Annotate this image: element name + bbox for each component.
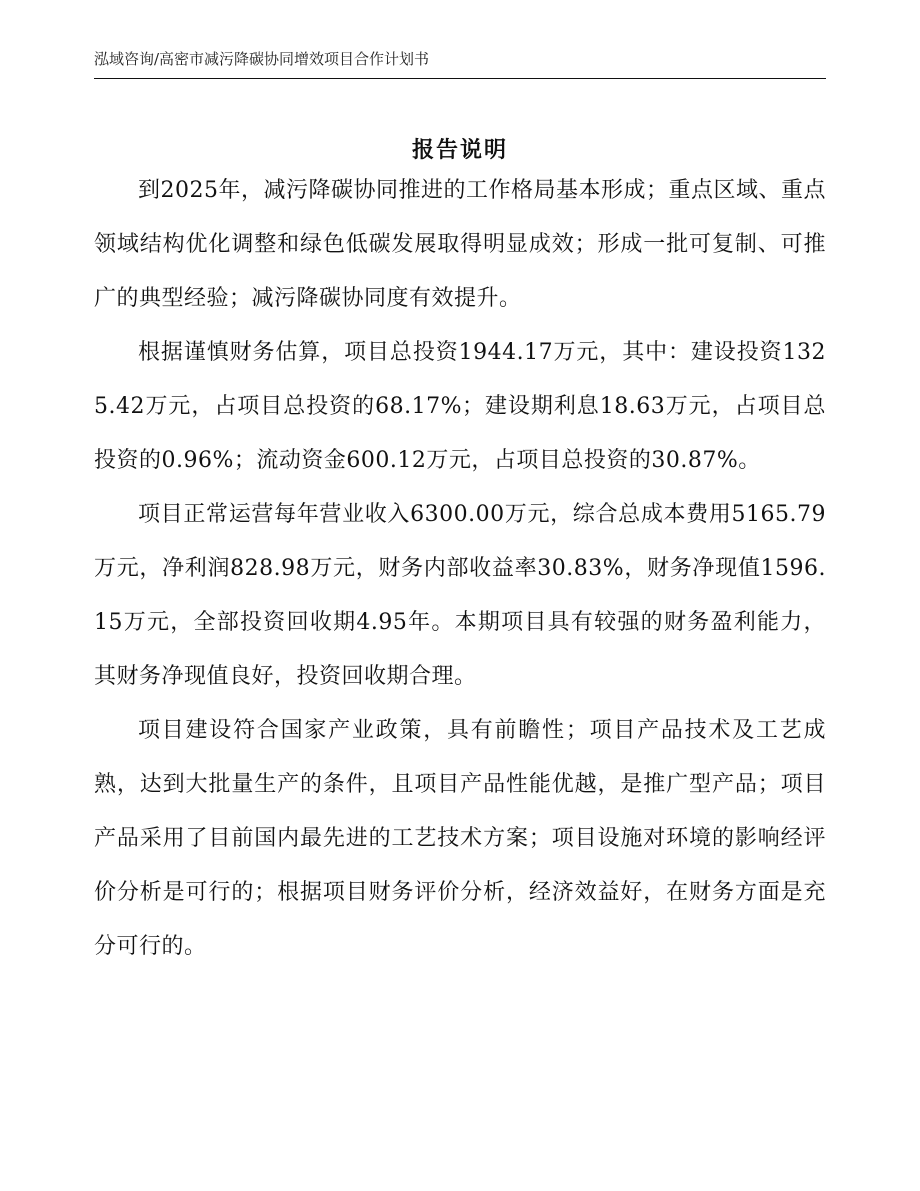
header-divider: [94, 78, 826, 79]
report-title: 报告说明: [411, 136, 508, 163]
paragraph-feasibility: 项目建设符合国家产业政策，具有前瞻性；项目产品技术及工艺成熟，达到大批量生产的条件，且项目产品性能优越，是推广型产品；项目产品采用了目前国内最先进的工艺技术方案；项目设施对环境的影响经评价分析是可行的；根据项目财务评价分析，经济效益好，在财务方面是充分可行的。: [94, 718, 826, 959]
running-header: 泓域咨询/高密市减污降碳协同增效项目合作计划书: [94, 50, 430, 68]
paragraph-investment: 根据谨慎财务估算，项目总投资1944.17万元，其中：建设投资1325.42万元，占项目总投资的68.17%；建设期利息18.63万元，占项目总投资的0.96%；流动资金600.12万元，占项目总投资的30.87%。: [94, 340, 826, 473]
paragraph-financials: 项目正常运营每年营业收入6300.00万元，综合总成本费用5165.79万元，净利润828.98万元，财务内部收益率30.83%，财务净现值1596.15万元，全部投资回收期4.95年。本期项目具有较强的财务盈利能力，其财务净现值良好，投资回收期合理。: [94, 502, 826, 689]
report-body: [94, 164, 826, 974]
paragraph-goals: 到2025年，减污降碳协同推进的工作格局基本形成；重点区域、重点领域结构优化调整和绿色低碳发展取得明显成效；形成一批可复制、可推广的典型经验；减污降碳协同度有效提升。: [94, 178, 826, 311]
